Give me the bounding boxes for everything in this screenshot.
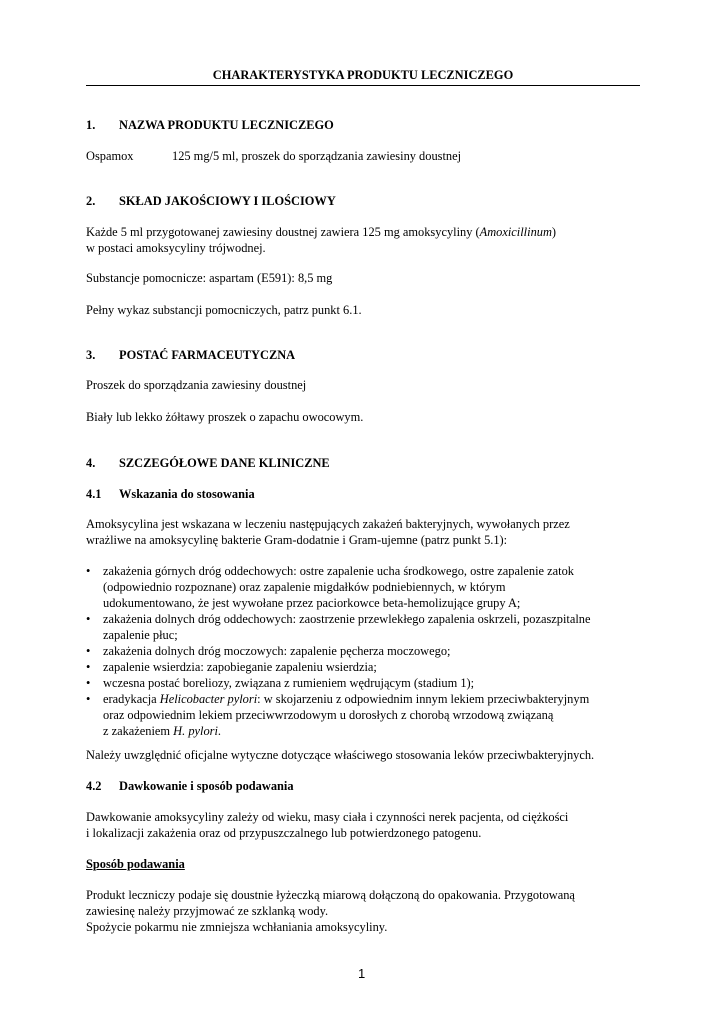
bullet: • xyxy=(86,612,91,626)
section-title: SKŁAD JAKOŚCIOWY I ILOŚCIOWY xyxy=(119,194,336,208)
title-rule xyxy=(86,85,640,86)
excipients: Substancje pomocnicze: aspartam (E591): 8,5 mg xyxy=(86,271,333,285)
dosage-form: Proszek do sporządzania zawiesiny doustnej xyxy=(86,378,307,392)
section-title: SZCZEGÓŁOWE DANE KLINICZNE xyxy=(119,456,330,470)
product-description: 125 mg/5 ml, proszek do sporządzania zawiesiny doustnej xyxy=(172,149,462,163)
section-number: 1. xyxy=(86,118,96,132)
section-title: POSTAĆ FARMACEUTYCZNA xyxy=(119,348,296,362)
section-number: 2. xyxy=(86,194,96,208)
section-title: Dawkowanie i sposób podawania xyxy=(119,779,294,793)
posology-line-2: i lokalizacji zakażenia oraz od przypuszczalnego lub potwierdzonego patogenu. xyxy=(86,826,482,840)
section-3-heading xyxy=(86,347,295,363)
section-number: 4.1 xyxy=(86,487,102,501)
latin-name: Amoxicillinum xyxy=(479,225,552,239)
excipients-reference: Pełny wykaz substancji pomocniczych, patrz punkt 6.1. xyxy=(86,303,362,317)
section-number: 4. xyxy=(86,456,96,470)
bullet: • xyxy=(86,676,91,690)
section-4-heading xyxy=(86,455,330,471)
administration-line-1: Produkt leczniczy podaje się doustnie łyżeczką miarową dołączoną do opakowania. Przygotowaną xyxy=(86,888,575,902)
administration-subheading: Sposób podawania xyxy=(86,857,185,871)
section-4-2-heading xyxy=(86,778,294,794)
section-number: 3. xyxy=(86,348,96,362)
indications-intro-line-2: wrażliwe na amoksycylinę bakterie Gram-dodatnie i Gram-ujemne (patrz punkt 5.1): xyxy=(86,533,508,547)
section-title: NAZWA PRODUKTU LECZNICZEGO xyxy=(119,118,334,132)
indications-intro-line-1: Amoksycylina jest wskazana w leczeniu następujących zakażeń bakteryjnych, wywołanych przez xyxy=(86,517,570,531)
section-title: Wskazania do stosowania xyxy=(119,487,255,501)
section-1-heading xyxy=(86,117,334,133)
dosage-form-description: Biały lub lekko żółtawy proszek o zapachu owocowym. xyxy=(86,410,364,424)
posology-line-1: Dawkowanie amoksycyliny zależy od wieku, masy ciała i czynności nerek pacjenta, od ciężkości xyxy=(86,810,569,824)
product-name: Ospamox xyxy=(86,149,134,163)
bullet: • xyxy=(86,692,91,706)
section-number: 4.2 xyxy=(86,779,102,793)
administration-line-3: Spożycie pokarmu nie zmniejsza wchłaniania amoksycyliny. xyxy=(86,920,388,934)
composition-line-1: Każde 5 ml przygotowanej zawiesiny doustnej zawiera 125 mg amoksycyliny (Amoxicillinum) xyxy=(86,225,557,239)
administration-line-2: zawiesinę należy przyjmować ze szklanką wody. xyxy=(86,904,329,918)
page-number: 1 xyxy=(358,966,366,981)
bullet: • xyxy=(86,564,91,578)
document-title: CHARAKTERYSTYKA PRODUKTU LECZNICZEGO xyxy=(212,68,514,82)
composition-line-2: w postaci amoksycyliny trójwodnej. xyxy=(86,241,266,255)
indications-outro: Należy uwzględnić oficjalne wytyczne dotyczące właściwego stosowania leków przeciwbakteryjnych. xyxy=(86,748,595,762)
bullet: • xyxy=(86,644,91,658)
bullet: • xyxy=(86,660,91,674)
section-4-1-heading xyxy=(86,486,255,502)
section-2-heading xyxy=(86,193,336,209)
